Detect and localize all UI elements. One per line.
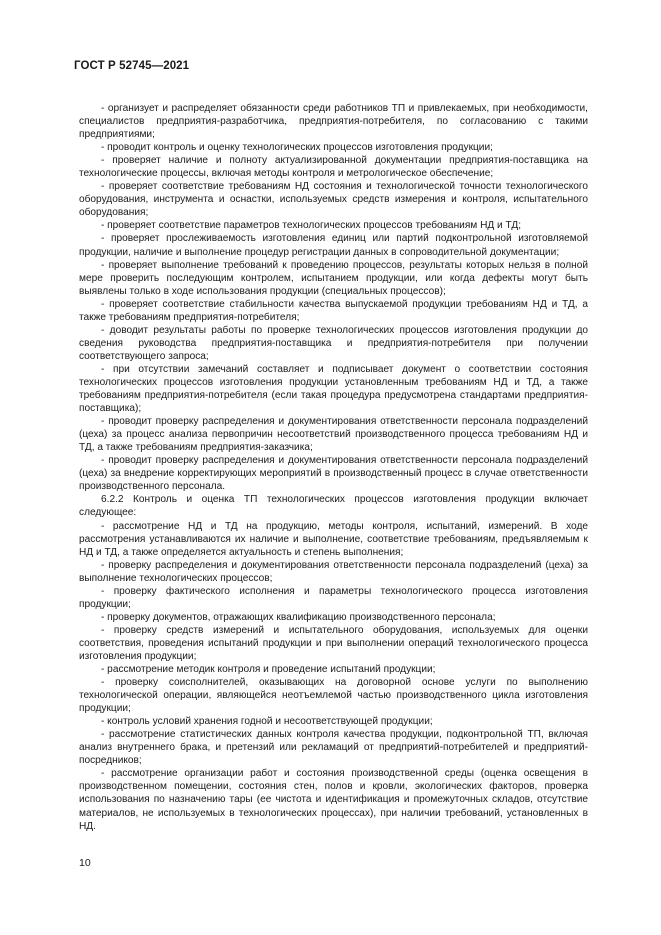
paragraph: - проверяет соответствие параметров технологических процессов требованиям НД и ТД; <box>101 220 522 232</box>
paragraph: - рассмотрение методик контроля и проведение испытаний продукции; <box>101 664 436 676</box>
paragraph: - проверку фактического исполнения и параметры технологического процесса изготовления продукции; <box>79 585 588 610</box>
paragraph: - рассмотрение статистических данных контроля качества продукции, подконтрольной ТП, включая анализ внутреннего брака, и претензий или рекламаций от предприятий-потребителей и предприятий-посредников; <box>79 729 588 767</box>
paragraph: - рассмотрение НД и ТД на продукцию, методы контроля, испытаний, измерений. В ходе рассмотрения устанавливаются их наличие и выполнение, соответствие требованиям, предъявляемым к НД и ТД, а также определяется актуальность и степень выполнения; <box>79 520 588 558</box>
paragraph: - проводит проверку распределения и документирования ответственности персонала подразделений (цеха) за внедрение корректирующих мероприятий в производственный процесс в случае ответственности производственного персонала. <box>79 455 588 493</box>
paragraph: - проверяет соответствие требованиям НД состояния и технологической точности технологического оборудования, инструмента и оснастки, используемых средств измерения и контроля, испытательного оборудования; <box>79 181 588 219</box>
document-standard-code: ГОСТ Р 52745—2021 <box>74 60 190 72</box>
paragraph: - проверку распределения и документирования ответственности персонала подразделений (цеха) за выполнение технологических процессов; <box>79 559 588 584</box>
paragraph: - организует и распределяет обязанности среди работников ТП и привлекаемых, при необходимости, специалистов предприятия-разработчика, предприятия-потребителя, по согласованию с такими предприятиями; <box>79 103 588 141</box>
paragraph: - доводит результаты работы по проверке технологических процессов изготовления продукции до сведения руководства предприятия-поставщика и предприятия-потребителя при получении соответствующего запроса; <box>79 324 588 362</box>
section-paragraph: 6.2.2 Контроль и оценка ТП технологических процессов изготовления продукции включает следующее: <box>79 494 588 519</box>
paragraph: - проверяет прослеживаемость изготовления единиц или партий подконтрольной изготовляемой продукции, наличие и выполнение процедур регистрации данных в сопроводительной документации; <box>79 233 588 258</box>
paragraph: - проверку документов, отражающих квалификацию производственного персонала; <box>101 611 496 623</box>
paragraph: - проверку соисполнителей, оказывающих на договорной основе услуги по выполнению технологической операции, являющейся неотъемлемой частью производственного цикла изготовления продукции; <box>79 677 588 715</box>
paragraph: - контроль условий хранения годной и несоответствующей продукции; <box>101 716 433 728</box>
document-body <box>79 102 588 833</box>
paragraph: - проверяет соответствие стабильности качества выпускаемой продукции требованиям НД и ТД, а также требованиям предприятия-потребителя; <box>79 298 588 323</box>
page-number: 10 <box>79 857 91 869</box>
paragraph: - проверяет выполнение требований к проведению процессов, результаты которых нельзя в полной мере проверить последующим контролем, испытанием продукции, или когда дефекты могут быть выявлены только в ходе использования продукции (специальных процессов); <box>79 259 588 297</box>
paragraph: - проводит контроль и оценку технологических процессов изготовления продукции; <box>101 142 493 154</box>
paragraph: - проверку средств измерений и испытательного оборудования, используемых для оценки соответствия, проведения испытаний продукции и при выполнении операций технологического процесса изготовления продукции; <box>79 624 588 662</box>
paragraph: - проверяет наличие и полноту актуализированной документации предприятия-поставщика на технологические процессы, включая методы контроля и метрологическое обеспечение; <box>79 155 588 180</box>
paragraph: - при отсутствии замечаний составляет и подписывает документ о соответствии состояния технологических процессов изготовления продукции установленным требованиям НД и ТД, а также требованиям предприятия-потребителя (если такая процедура предусмотрена стандартами предприятия-поставщика); <box>79 363 588 415</box>
paragraph: - рассмотрение организации работ и состояния производственной среды (оценка освещения в производственном помещении, состояния стен, полов и кровли, экологических факторов, проверка использования по назначению тары (ее чистота и идентификация и промежуточных складов, отсутствие материалов, не используемых в технологических процессах), при наличии требований, установленных в НД. <box>79 768 588 832</box>
paragraph: - проводит проверку распределения и документирования ответственности персонала подразделений (цеха) за процесс анализа первопричин несоответствий производственного процесса требованиям НД и ТД, а также требованиям предприятия-заказчика; <box>79 416 588 454</box>
